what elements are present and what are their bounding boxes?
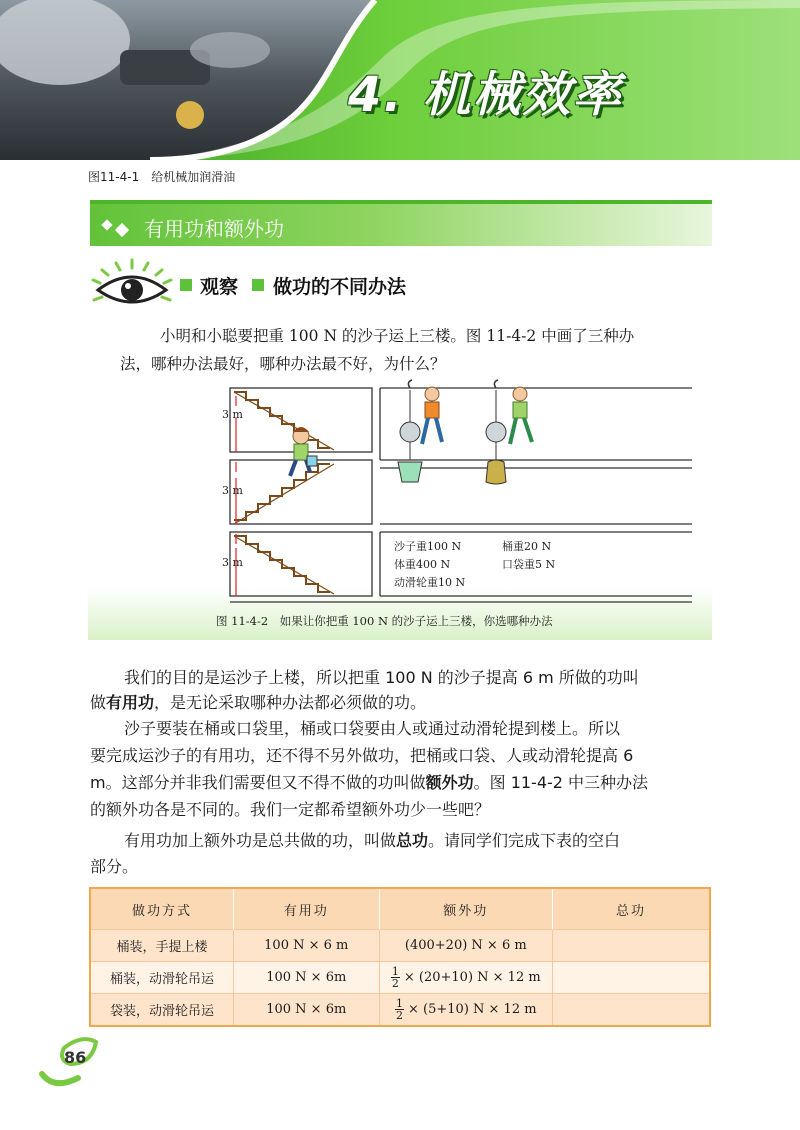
column-header: 额外功	[379, 888, 553, 930]
observe-label: 观察	[200, 276, 239, 298]
figure-caption: 图 11-4-2 如果让你把重 100 N 的沙子运上三楼，你选哪种办法	[216, 614, 553, 628]
height-label: 3 m	[222, 484, 243, 497]
diamond-bullets-icon	[100, 216, 136, 238]
useful-work-cell: 100 N × 6 m	[234, 930, 380, 962]
eye-icon	[90, 258, 176, 312]
intro-line: 法，哪种办法最好，哪种办法最不好，为什么？	[120, 355, 446, 373]
section-title: 有用功和额外功	[144, 217, 284, 241]
paragraph-line: 做有用功，是无论采取哪种办法都必须做的功。	[90, 693, 427, 712]
method-cell: 袋装，动滑轮吊运	[90, 994, 234, 1027]
table-row	[90, 994, 710, 1027]
term-total-work: 总功	[396, 831, 429, 850]
extra-work-cell: $\frac{1}{2}$ × (5+10) N × 12 m	[379, 994, 553, 1027]
paragraph-line: 的额外功各是不同的。我们一定都希望额外功少一些吧？	[90, 800, 491, 819]
useful-work-cell: 100 N × 6m	[234, 962, 380, 994]
observe-topic: 做功的不同办法	[273, 276, 407, 298]
extra-work-cell: (400+20) N × 6 m	[379, 930, 553, 962]
paragraph-line: 要完成运沙子的有用功，还不得不另外做功，把桶或口袋、人或动滑轮提高 6	[90, 746, 634, 765]
label-bucket: 桶重20 N	[502, 540, 552, 553]
fraction: $\frac{1}{2}$	[391, 965, 399, 990]
table-header-row	[90, 888, 710, 930]
stairs-pulley-figure	[88, 378, 712, 640]
label-body: 体重400 N	[394, 558, 451, 571]
label-pulley: 动滑轮重10 N	[394, 576, 466, 589]
paragraph-line: 有用功加上额外功是总共做的功，叫做总功。请同学们完成下表的空白	[124, 831, 621, 850]
column-header: 总功	[553, 888, 710, 930]
paragraph-line: m。这部分并非我们需要但又不得不做的功叫做额外功。图 11-4-2 中三种办法	[90, 773, 649, 792]
chapter-title: 4. 机械效率	[348, 67, 623, 123]
work-table	[89, 887, 711, 1027]
useful-work-cell: 100 N × 6m	[234, 994, 380, 1027]
total-work-cell[interactable]	[553, 994, 710, 1027]
paragraph-line: 部分。	[90, 857, 139, 876]
height-label: 3 m	[222, 556, 243, 569]
pulley-bucket-figure	[398, 380, 442, 482]
table-row	[90, 962, 710, 994]
intro-line: 小明和小聪要把重 100 N 的沙子运上三楼。图 11-4-2 中画了三种办	[160, 327, 635, 345]
extra-work-cell: $\frac{1}{2}$ × (20+10) N × 12 m	[379, 962, 553, 994]
table-row	[90, 930, 710, 962]
term-extra-work: 额外功	[425, 773, 474, 792]
fraction: $\frac{1}{2}$	[396, 997, 404, 1022]
total-work-cell[interactable]	[553, 930, 710, 962]
paragraph-line: 我们的目的是运沙子上楼，所以把重 100 N 的沙子提高 6 m 所做的功叫	[124, 668, 639, 687]
page-number: 86	[64, 1048, 87, 1067]
square-bullet-icon	[252, 279, 264, 291]
figure-caption: 图11-4-1 给机械加润滑油	[88, 170, 236, 184]
label-sand: 沙子重100 N	[394, 540, 462, 553]
term-useful-work: 有用功	[106, 693, 155, 712]
column-header: 做功方式	[90, 888, 234, 930]
paragraph-line: 沙子要装在桶或口袋里，桶或口袋要由人或通过动滑轮提到楼上。所以	[124, 719, 621, 738]
section-bar-rule	[90, 200, 712, 204]
column-header: 有用功	[234, 888, 380, 930]
method-cell: 桶装，手提上楼	[90, 930, 234, 962]
method-cell: 桶装，动滑轮吊运	[90, 962, 234, 994]
square-bullet-icon	[180, 279, 192, 291]
label-bag: 口袋重5 N	[502, 558, 556, 571]
height-label: 3 m	[222, 408, 243, 421]
total-work-cell[interactable]	[553, 962, 710, 994]
